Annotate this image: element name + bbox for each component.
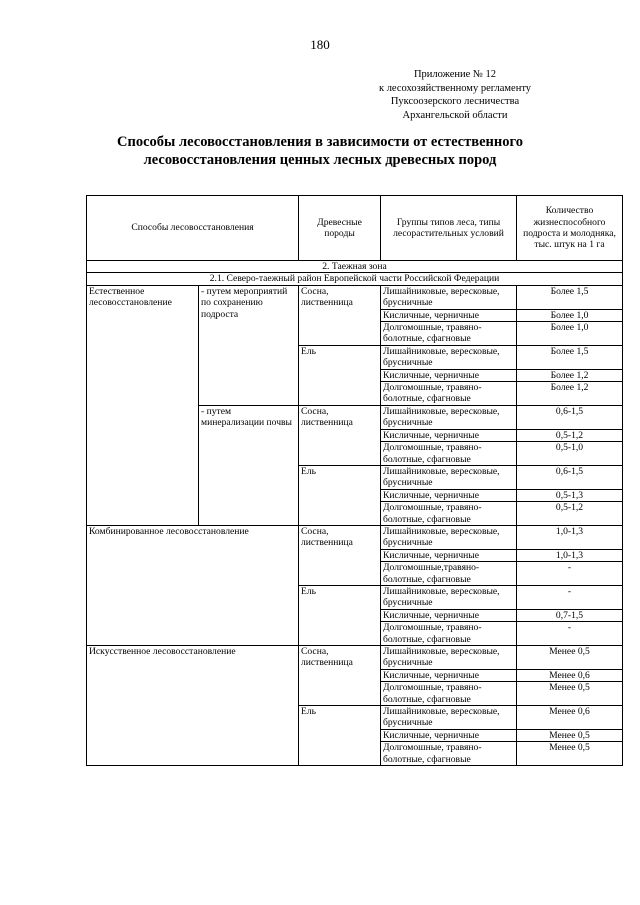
species-pine-larch: Сосна, лиственница xyxy=(299,646,381,706)
forest-type-cell: Долгомошные, травяно-болотные, сфагновые xyxy=(381,742,517,766)
species-spruce: Ель xyxy=(299,706,381,766)
submethod-mineralization: - путем минерализации почвы xyxy=(199,405,299,525)
zone-label: 2. Таежная зона xyxy=(87,261,623,273)
quantity-cell: Менее 0,5 xyxy=(517,646,623,670)
quantity-cell: Менее 0,6 xyxy=(517,669,623,681)
species-spruce: Ель xyxy=(299,585,381,645)
appendix-line: Приложение № 12 xyxy=(413,69,497,80)
table-row xyxy=(87,285,623,309)
species-pine-larch: Сосна, лиственница xyxy=(299,405,381,465)
quantity-cell: 0,5-1,0 xyxy=(517,442,623,466)
zone-row xyxy=(87,261,623,273)
header-quantity: Количество жизнеспособного подроста и молодняка, тыс. штук на 1 га xyxy=(517,196,623,261)
quantity-cell: Более 1,2 xyxy=(517,382,623,406)
quantity-cell: Более 1,0 xyxy=(517,322,623,346)
title-line: лесовосстановления ценных лесных древесных пород xyxy=(143,152,497,168)
title-line: Способы лесовосстановления в зависимости от естественного xyxy=(117,134,523,150)
forest-type-cell: Лишайниковые, вересковые, брусничные xyxy=(381,585,517,609)
quantity-cell: - xyxy=(517,622,623,646)
table-header-row xyxy=(87,196,623,261)
forest-type-cell: Лишайниковые, вересковые, брусничные xyxy=(381,285,517,309)
forest-type-cell: Лишайниковые, вересковые, брусничные xyxy=(381,706,517,730)
quantity-cell: 0,5-1,2 xyxy=(517,429,623,441)
region-row xyxy=(87,273,623,285)
appendix-line: Архангельской области xyxy=(402,109,508,121)
submethod-undergrowth: - путем мероприятий по сохранению подроста xyxy=(199,285,299,405)
table-row xyxy=(87,525,623,549)
forest-type-cell: Долгомошные, травяно-болотные, сфагновые xyxy=(381,682,517,706)
region-label: 2.1. Северо-таежный район Европейской части Российской Федерации xyxy=(87,273,623,285)
forest-type-cell: Лишайниковые, вересковые, брусничные xyxy=(381,405,517,429)
forest-type-cell: Долгомошные, травяно-болотные, сфагновые xyxy=(381,502,517,526)
species-spruce: Ель xyxy=(299,345,381,405)
quantity-cell: 1,0-1,3 xyxy=(517,549,623,561)
appendix-line: Пуксоозерского лесничества xyxy=(390,96,520,108)
forest-type-cell: Долгомошные, травяно-болотные, сфагновые xyxy=(381,322,517,346)
header-species: Древесные породы xyxy=(299,196,381,261)
forest-type-cell: Кисличные, черничные xyxy=(381,729,517,741)
quantity-cell: - xyxy=(517,562,623,586)
header-forest-types: Группы типов леса, типы лесорастительных условий xyxy=(381,196,517,261)
species-spruce: Ель xyxy=(299,465,381,525)
table-row xyxy=(87,646,623,670)
forest-type-cell: Лишайниковые, вересковые, брусничные xyxy=(381,525,517,549)
method-artificial: Искусственное лесовосстановление xyxy=(87,646,299,766)
document-title xyxy=(60,133,580,169)
forest-type-cell: Кисличные, черничные xyxy=(381,309,517,321)
quantity-cell: - xyxy=(517,585,623,609)
page-number: 180 xyxy=(310,37,330,52)
quantity-cell: Более 1,2 xyxy=(517,369,623,381)
quantity-cell: Менее 0,6 xyxy=(517,706,623,730)
quantity-cell: Более 1,5 xyxy=(517,285,623,309)
forest-type-cell: Лишайниковые, вересковые, брусничные xyxy=(381,465,517,489)
quantity-cell: 0,7-1,5 xyxy=(517,609,623,621)
quantity-cell: 0,6-1,5 xyxy=(517,405,623,429)
method-natural: Естественное лесовосстановление xyxy=(87,285,199,525)
forest-type-cell: Кисличные, черничные xyxy=(381,429,517,441)
forest-type-cell: Долгомошные, травяно-болотные, сфагновые xyxy=(381,622,517,646)
forest-type-cell: Долгомошные,травяно-болотные, сфагновые xyxy=(381,562,517,586)
forest-type-cell: Долгомошные, травяно-болотные, сфагновые xyxy=(381,382,517,406)
quantity-cell: Более 1,0 xyxy=(517,309,623,321)
species-pine-larch: Сосна, лиственница xyxy=(299,525,381,585)
species-pine-larch: Сосна, лиственница xyxy=(299,285,381,345)
quantity-cell: 0,6-1,5 xyxy=(517,465,623,489)
quantity-cell: 0,5-1,2 xyxy=(517,502,623,526)
forest-type-cell: Кисличные, черничные xyxy=(381,609,517,621)
quantity-cell: Менее 0,5 xyxy=(517,742,623,766)
quantity-cell: Менее 0,5 xyxy=(517,729,623,741)
quantity-cell: 1,0-1,3 xyxy=(517,525,623,549)
header-method: Способы лесовосстановления xyxy=(87,196,299,261)
reforestation-table xyxy=(86,195,623,766)
forest-type-cell: Лишайниковые, вересковые, брусничные xyxy=(381,345,517,369)
quantity-cell: Более 1,5 xyxy=(517,345,623,369)
method-combined: Комбинированное лесовосстановление xyxy=(87,525,299,645)
forest-type-cell: Кисличные, черничные xyxy=(381,669,517,681)
forest-type-cell: Кисличные, черничные xyxy=(381,369,517,381)
forest-type-cell: Кисличные, черничные xyxy=(381,489,517,501)
quantity-cell: Менее 0,5 xyxy=(517,682,623,706)
forest-type-cell: Кисличные, черничные xyxy=(381,549,517,561)
quantity-cell: 0,5-1,3 xyxy=(517,489,623,501)
forest-type-cell: Долгомошные, травяно-болотные, сфагновые xyxy=(381,442,517,466)
appendix-line: к лесохозяйственному регламенту xyxy=(378,82,532,94)
forest-type-cell: Лишайниковые, вересковые, брусничные xyxy=(381,646,517,670)
appendix-note xyxy=(325,68,585,122)
